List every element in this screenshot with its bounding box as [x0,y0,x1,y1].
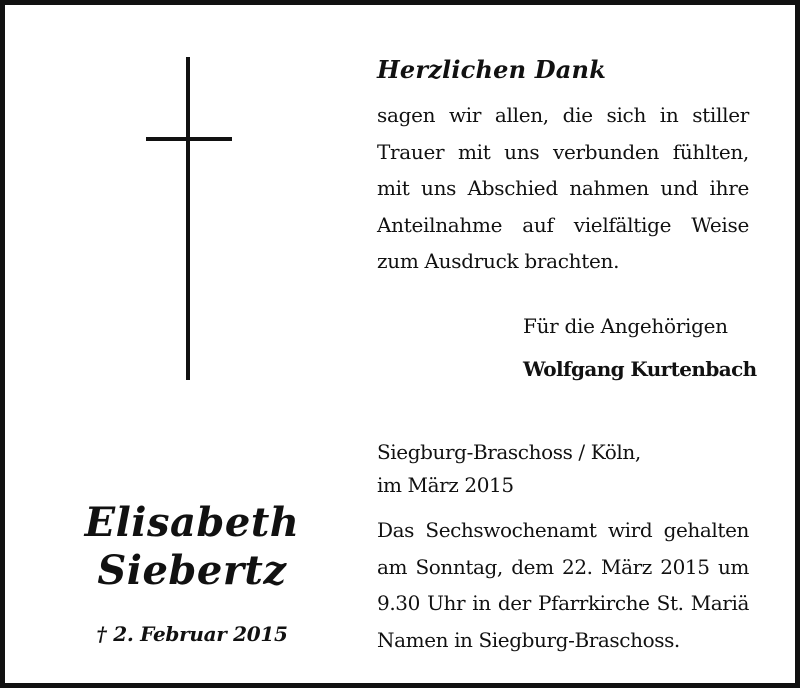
on-behalf-line: Für die Angehörigen [523,314,728,338]
notice-heading: Herzlichen Dank [377,55,607,84]
death-date: † 2. Februar 2015 [96,622,288,646]
thanks-text: sagen wir allen, die sich in stiller Trauer mit uns verbunden fühlten, mit uns Abschied nahmen und ihre Anteilnahme auf vielfältige Weise zum Ausdruck brachten. [377,103,749,273]
service-text: Das Sechswochenamt wird gehalten am Sonntag, dem 22. März 2015 um 9.30 Uhr in der Pfarrkirche St. Mariä Namen in Siegburg-Braschoss. [377,518,749,652]
signer-name: Wolfgang Kurtenbach [523,357,757,381]
place-and-date [377,436,641,502]
date-line: im März 2015 [377,473,514,497]
deceased-last-name: Siebertz [97,547,287,594]
deceased-first-name: Elisabeth [84,499,300,546]
cross-horizontal-bar [146,137,232,141]
place-line: Siegburg-Braschoss / Köln, [377,440,641,464]
cross-vertical-bar [186,57,190,380]
deceased-name [57,499,327,595]
